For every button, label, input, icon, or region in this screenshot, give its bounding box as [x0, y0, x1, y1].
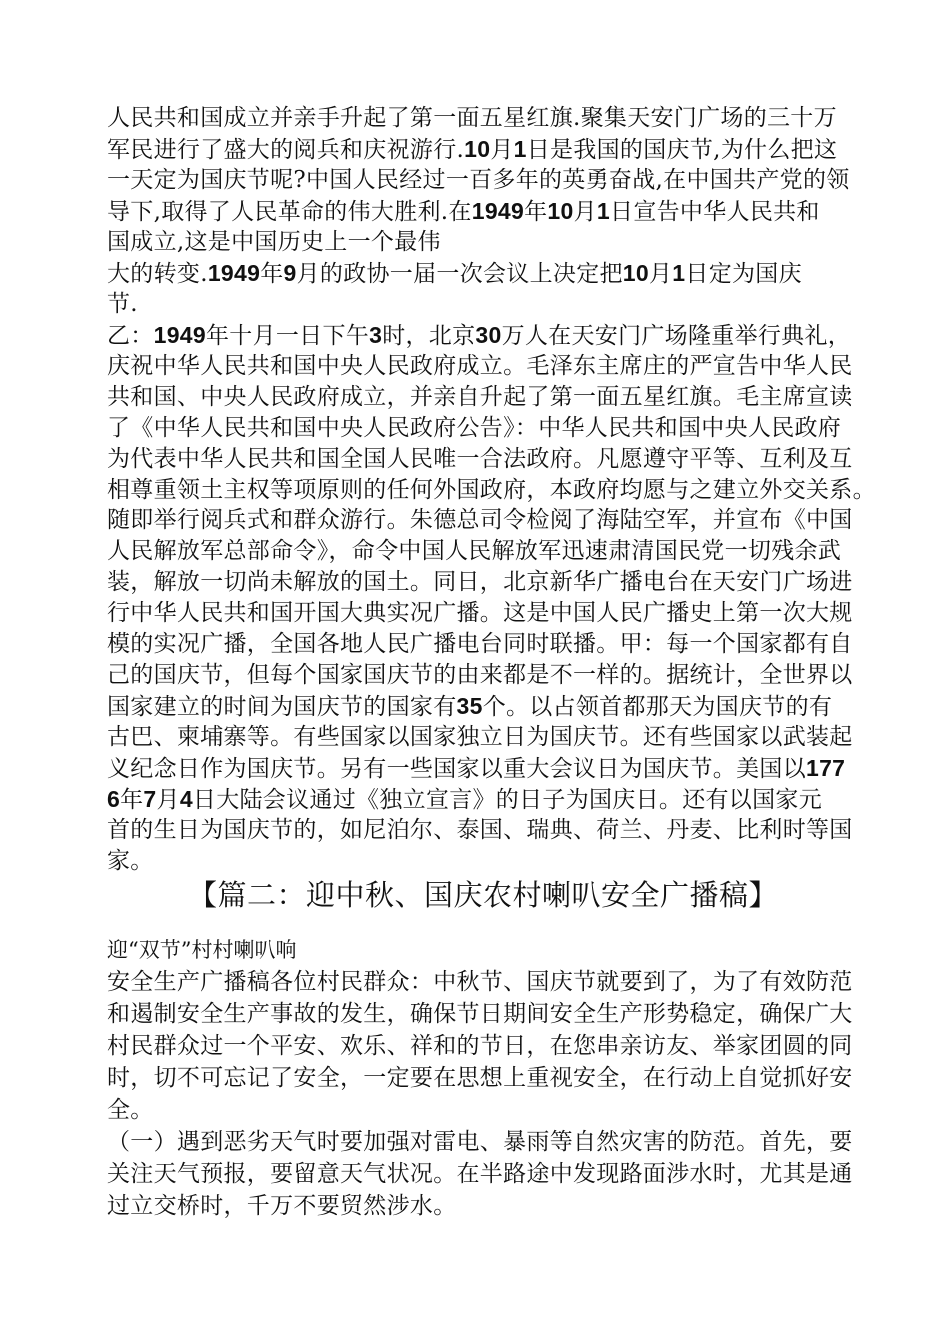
paragraph-line: 首的生日为国庆节的，如尼泊尔、泰国、瑞典、荷兰、丹麦、比利时等国 [107, 817, 853, 843]
paragraph-line: 过立交桥时，千万不要贸然涉水。 [107, 1193, 457, 1219]
section-heading: 【篇二：迎中秋、国庆农村喇叭安全广播稿】 [188, 878, 779, 912]
paragraph-line: 大的转变.1949年9月的政协一届一次会议上决定把10月1日定为国庆 [107, 260, 802, 287]
paragraph-line: 时，切不可忘记了安全，一定要在思想上重视安全，在行动上自觉抓好安 [107, 1065, 853, 1091]
paragraph-line: 导下,取得了人民革命的伟大胜利.在1949年10月1日宣告中华人民共和 [107, 198, 820, 225]
paragraph-line: 关注天气预报，要留意天气状况。在半路途中发现路面涉水时，尤其是通 [107, 1161, 853, 1187]
paragraph-line: 相尊重领土主权等项原则的任何外国政府，本政府均愿与之建立外交关系。 [107, 477, 876, 503]
section-subtitle: 迎“双节”村村喇叭响 [107, 938, 297, 962]
paragraph-line: 军民进行了盛大的阅兵和庆祝游行.10月1日是我国的国庆节,为什么把这 [107, 136, 838, 163]
paragraph-line: 模的实况广播，全国各地人民广播电台同时联播。甲：每一个国家都有自 [107, 631, 853, 657]
paragraph-line: 6年7月4日大陆会议通过《独立宣言》的日子为国庆日。还有以国家元 [107, 786, 823, 813]
paragraph-line: 全。 [107, 1097, 154, 1123]
paragraph-line: 国家建立的时间为国庆节的国家有35个。以占领首都那天为国庆节的有 [107, 693, 833, 720]
paragraph-line: 和遏制安全生产事故的发生，确保节日期间安全生产形势稳定，确保广大 [107, 1001, 853, 1027]
paragraph-line: 家。 [107, 848, 154, 874]
paragraph-line: 共和国、中央人民政府成立，并亲自升起了第一面五星红旗。毛主席宣读 [107, 384, 853, 410]
paragraph-line: 节. [107, 291, 138, 317]
paragraph-line: 装，解放一切尚未解放的国土。同日，北京新华广播电台在天安门广场进 [107, 569, 853, 595]
paragraph-line: 行中华人民共和国开国大典实况广播。这是中国人民广播史上第一次大规 [107, 600, 853, 626]
paragraph-line: 一天定为国庆节呢?中国人民经过一百多年的英勇奋战,在中国共产党的领 [107, 167, 850, 193]
paragraph-line: 乙：1949年十月一日下午3时，北京30万人在天安门广场隆重举行典礼， [107, 322, 852, 349]
paragraph-line: 随即举行阅兵式和群众游行。朱德总司令检阅了海陆空军，并宣布《中国 [107, 507, 853, 533]
paragraph-line: （一）遇到恶劣天气时要加强对雷电、暴雨等自然灾害的防范。首先，要 [107, 1129, 853, 1155]
paragraph-line: 人民解放军总部命令》，命令中国人民解放军迅速肃清国民党一切残余武 [107, 538, 842, 564]
paragraph-line: 古巴、柬埔寨等。有些国家以国家独立日为国庆节。还有些国家以武装起 [107, 724, 853, 750]
paragraph-line: 人民共和国成立并亲手升起了第一面五星红旗.聚集天安门广场的三十万 [107, 105, 837, 131]
paragraph-line: 庆祝中华人民共和国中央人民政府成立。毛泽东主席庄的严宣告中华人民 [107, 353, 853, 379]
paragraph-line: 村民群众过一个平安、欢乐、祥和的节日，在您串亲访友、举家团圆的同 [107, 1033, 853, 1059]
paragraph-line: 己的国庆节，但每个国家国庆节的由来都是不一样的。据统计，全世界以 [107, 662, 853, 688]
paragraph-line: 了《中华人民共和国中央人民政府公告》：中华人民共和国中央人民政府 [107, 415, 842, 441]
paragraph-line: 安全生产广播稿各位村民群众：中秋节、国庆节就要到了，为了有效防范 [107, 969, 853, 995]
paragraph-line: 义纪念日作为国庆节。另有一些国家以重大会议日为国庆节。美国以177 [107, 755, 846, 782]
paragraph-line: 国成立,这是中国历史上一个最伟 [107, 229, 441, 255]
paragraph-line: 为代表中华人民共和国全国人民唯一合法政府。凡愿遵守平等、互利及互 [107, 446, 853, 472]
